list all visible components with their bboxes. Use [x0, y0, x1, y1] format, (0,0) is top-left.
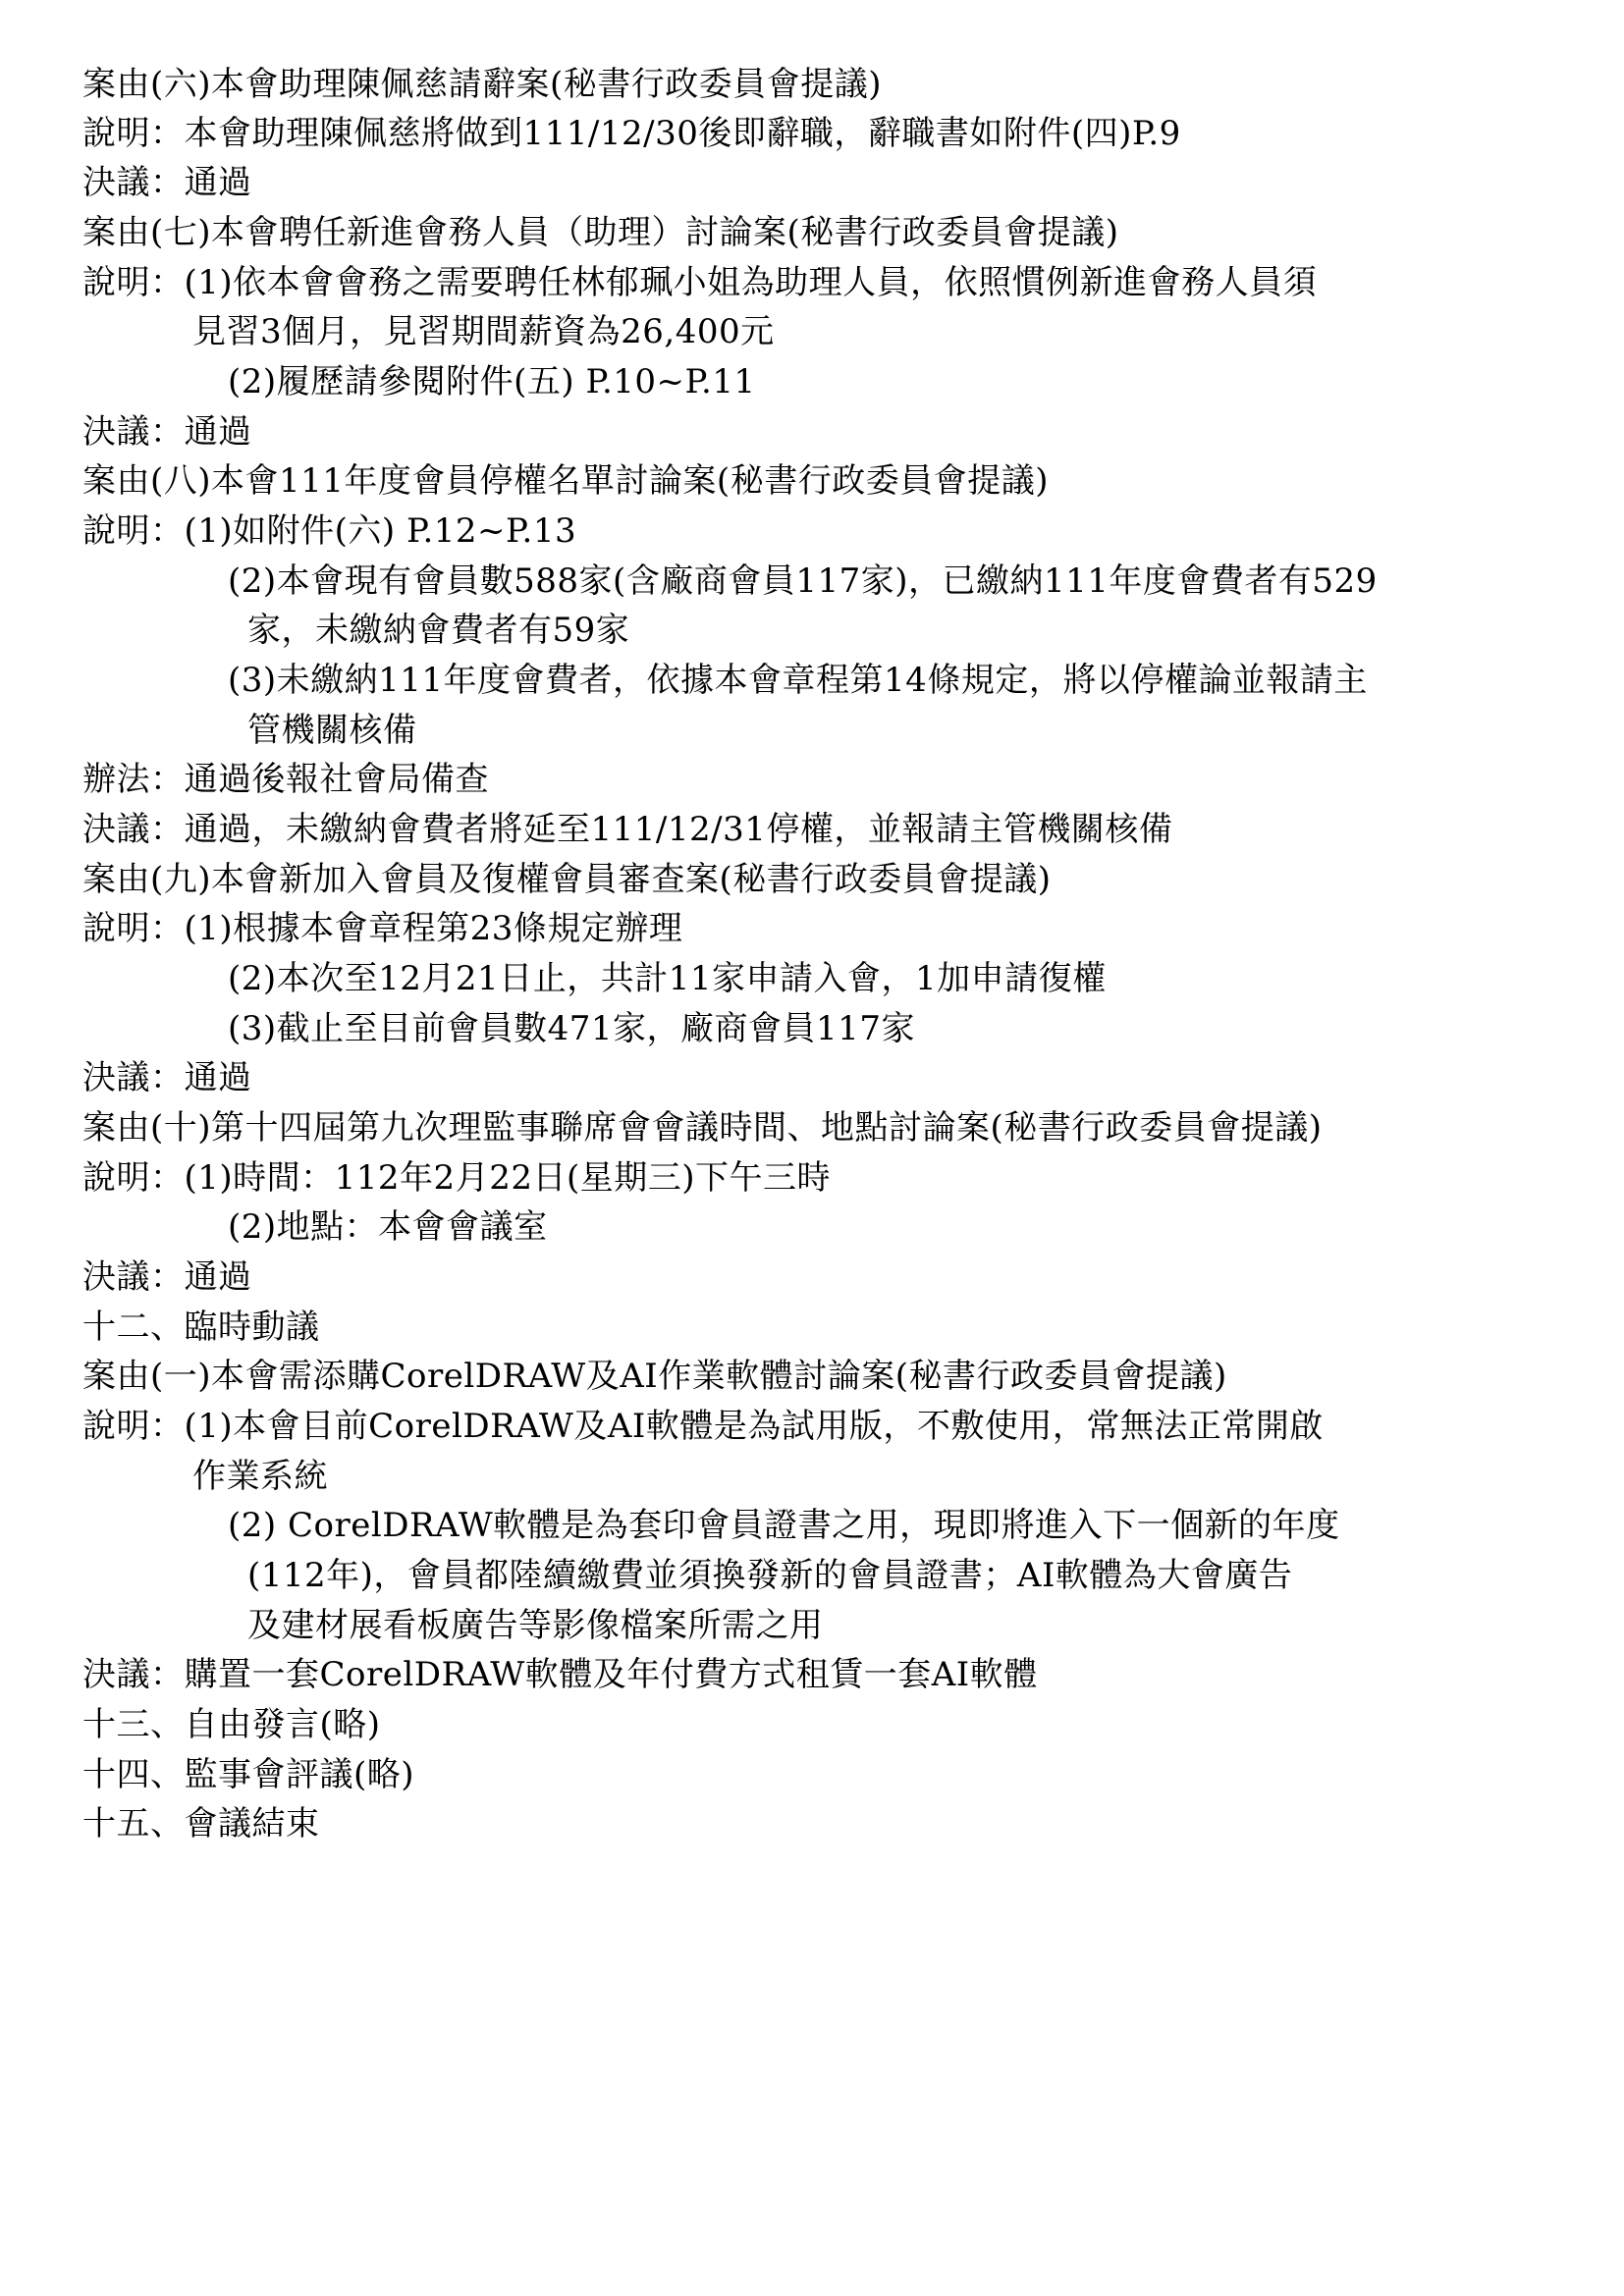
extra-case-1-resolution: 決議：購置一套CorelDRAW軟體及年付費方式租賃一套AI軟體 [82, 1655, 1038, 1694]
case-8-explanation-3-cont: 管機關核備 [247, 711, 417, 750]
extra-case-1-explanation-1: 說明：(1)本會目前CorelDRAW及AI軟體是為試用版，不敷使用，常無法正常開啟 [82, 1407, 1324, 1446]
section-12-heading: 十二、臨時動議 [82, 1308, 320, 1347]
case-8-explanation-2-cont: 家，未繳納會費者有59家 [247, 611, 630, 650]
case-9-explanation-1: 說明：(1)根據本會章程第23條規定辦理 [82, 909, 683, 948]
case-8-method: 辦法：通過後報社會局備查 [82, 760, 489, 799]
case-7-resolution: 決議：通過 [82, 412, 252, 452]
case-7-explanation-2: (2)履歷請參閱附件(五) P.10~P.11 [228, 362, 756, 401]
case-9-explanation-3: (3)截止至目前會員數471家，廠商會員117家 [228, 1009, 915, 1048]
case-9-resolution: 決議：通過 [82, 1058, 252, 1097]
section-15-heading: 十五、會議結束 [82, 1804, 320, 1843]
extra-case-1-explanation-1-cont: 作業系統 [192, 1457, 328, 1496]
case-8-explanation-2: (2)本會現有會員數588家(含廠商會員117家)，已繳納111年度會費者有529 [228, 561, 1378, 601]
case-10-resolution: 決議：通過 [82, 1257, 252, 1297]
case-6-explanation: 說明：本會助理陳佩慈將做到111/12/30後即辭職，辭職書如附件(四)P.9 [82, 114, 1181, 153]
case-7-explanation-1-cont: 見習3個月，見習期間薪資為26,400元 [192, 312, 775, 351]
extra-case-1-explanation-2: (2) CorelDRAW軟體是為套印會員證書之用，現即將進入下一個新的年度 [228, 1506, 1340, 1545]
case-7-title: 案由(七)本會聘任新進會務人員（助理）討論案(秘書行政委員會提議) [82, 213, 1119, 252]
case-10-explanation-1: 說明：(1)時間：112年2月22日(星期三)下午三時 [82, 1158, 831, 1198]
case-8-explanation-3: (3)未繳納111年度會費者，依據本會章程第14條規定，將以停權論並報請主 [228, 661, 1368, 700]
case-8-explanation-1: 說明：(1)如附件(六) P.12~P.13 [82, 511, 577, 551]
case-9-title: 案由(九)本會新加入會員及復權會員審查案(秘書行政委員會提議) [82, 860, 1052, 899]
case-7-explanation-1: 說明：(1)依本會會務之需要聘任林郁珮小姐為助理人員，依照慣例新進會務人員須 [82, 263, 1318, 302]
case-8-title: 案由(八)本會111年度會員停權名單討論案(秘書行政委員會提議) [82, 461, 1049, 501]
section-14-heading: 十四、監事會評議(略) [82, 1755, 415, 1794]
case-10-title: 案由(十)第十四屆第九次理監事聯席會會議時間、地點討論案(秘書行政委員會提議) [82, 1108, 1323, 1148]
case-9-explanation-2: (2)本次至12月21日止，共計11家申請入會，1加申請復權 [228, 959, 1107, 998]
case-8-resolution: 決議：通過，未繳納會費者將延至111/12/31停權，並報請主管機關核備 [82, 810, 1173, 849]
case-6-title: 案由(六)本會助理陳佩慈請辭案(秘書行政委員會提議) [82, 65, 883, 104]
extra-case-1-explanation-2-cont2: 及建材展看板廣告等影像檔案所需之用 [247, 1606, 824, 1645]
extra-case-1-title: 案由(一)本會需添購CorelDRAW及AI作業軟體討論案(秘書行政委員會提議) [82, 1357, 1227, 1396]
section-13-heading: 十三、自由發言(略) [82, 1705, 381, 1744]
case-6-resolution: 決議：通過 [82, 163, 252, 202]
extra-case-1-explanation-2-cont: (112年)，會員都陸續繳費並須換發新的會員證書；AI軟體為大會廣告 [247, 1556, 1293, 1595]
case-10-explanation-2: (2)地點：本會會議室 [228, 1207, 548, 1247]
